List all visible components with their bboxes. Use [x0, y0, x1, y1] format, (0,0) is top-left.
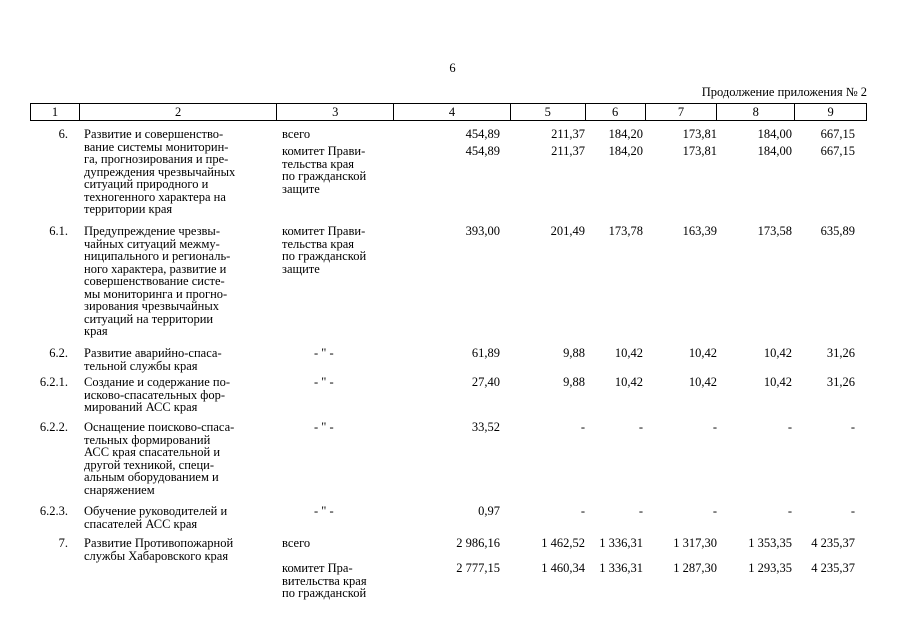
value-col-4: 393,00: [465, 224, 500, 238]
row-number: 6.2.: [49, 346, 68, 360]
header-col-9: 9: [794, 104, 866, 120]
value-col-9: 31,26: [826, 346, 855, 360]
value-col-4: 2 986,16: [456, 536, 500, 550]
value-col-8: 173,58: [757, 224, 792, 238]
value-col-7: 1 287,30: [673, 561, 717, 575]
value-col-6: -: [638, 420, 643, 434]
value-col-6: 184,20: [608, 144, 643, 158]
value-col-4: 454,89: [465, 144, 500, 158]
value-col-4: 0,97: [478, 504, 500, 518]
row-number: 6.: [58, 127, 68, 141]
value-col-6: 10,42: [614, 375, 643, 389]
value-col-9: 4 235,37: [811, 536, 855, 550]
row-title: Создание и содержание по- исково-спасательных фор- мирований АСС края: [84, 375, 231, 414]
value-col-7: 10,42: [688, 375, 717, 389]
table-row: [30, 537, 867, 607]
value-col-8: 10,42: [763, 375, 792, 389]
table-row: [30, 421, 867, 505]
value-col-5: 9,88: [563, 375, 585, 389]
header-col-8: 8: [716, 104, 794, 120]
value-col-5: 1 462,52: [541, 536, 585, 550]
header-col-3: 3: [276, 104, 393, 120]
value-col-7: 1 317,30: [673, 536, 717, 550]
continuation-label: Продолжение приложения № 2: [701, 85, 867, 99]
row-title: Предупреждение чрезвы- чайных ситуаций межму- ниципального и региональ- ного характера, развитие и совершенствование систе- мы мониторинга и прогно- зирования чрезвычайных ситуаций на территории края: [84, 224, 231, 338]
header-col-2: 2: [79, 104, 277, 120]
value-col-8: 1 353,35: [748, 536, 792, 550]
executor-cell: комитет Пра- вительства края по гражданской: [282, 561, 367, 600]
executor-ditto: - " -: [314, 504, 334, 518]
value-col-4: 2 777,15: [456, 561, 500, 575]
row-number: 6.2.2.: [39, 420, 68, 434]
executor-cell: всего: [282, 536, 311, 550]
value-col-6: 1 336,31: [599, 561, 643, 575]
value-col-9: 31,26: [826, 375, 855, 389]
value-col-6: 10,42: [614, 346, 643, 360]
value-col-7: 173,81: [682, 127, 717, 141]
value-col-5: 9,88: [563, 346, 585, 360]
header-col-7: 7: [645, 104, 717, 120]
row-title: Развитие аварийно-спаса- тельной службы края: [84, 346, 222, 373]
value-col-8: 184,00: [757, 144, 792, 158]
executor-ditto: - " -: [314, 346, 334, 360]
row-title: Развитие и совершенство- вание системы мониторин- га, прогнозирования и пре- дупреждения чрезвычайных ситуаций природного и техногенного характера на территории края: [84, 127, 236, 216]
value-col-7: -: [712, 504, 717, 518]
value-col-8: 1 293,35: [748, 561, 792, 575]
value-col-8: -: [787, 504, 792, 518]
executor-ditto: - " -: [314, 375, 334, 389]
value-col-8: 10,42: [763, 346, 792, 360]
row-number: 6.1.: [49, 224, 68, 238]
value-col-6: -: [638, 504, 643, 518]
table-row: [30, 347, 867, 376]
header-col-5: 5: [510, 104, 585, 120]
value-col-9: 635,89: [820, 224, 855, 238]
row-number: 6.2.1.: [39, 375, 68, 389]
executor-cell: комитет Прави- тельства края по гражданской защите: [282, 144, 367, 196]
header-col-1: 1: [51, 105, 59, 119]
value-col-8: -: [787, 420, 792, 434]
executor-cell: комитет Прави- тельства края по гражданской защите: [282, 224, 367, 276]
table-row: [30, 128, 867, 225]
value-col-5: 211,37: [551, 144, 585, 158]
row-title: Оснащение поисково-спаса- тельных формирований АСС края спасательной и другой техникой, специ- альным оборудованием и снаряжением: [84, 420, 235, 497]
table-row: [30, 376, 867, 421]
value-col-5: 211,37: [551, 127, 585, 141]
value-col-5: -: [580, 420, 585, 434]
value-col-7: 10,42: [688, 346, 717, 360]
value-col-9: -: [850, 420, 855, 434]
value-col-5: 1 460,34: [541, 561, 585, 575]
row-number: 7.: [58, 536, 68, 550]
value-col-4: 33,52: [471, 420, 500, 434]
value-col-9: 667,15: [820, 144, 855, 158]
header-col-4: 4: [393, 104, 510, 120]
value-col-5: 201,49: [550, 224, 585, 238]
executor-cell: всего: [282, 127, 311, 141]
value-col-7: -: [712, 420, 717, 434]
value-col-9: -: [850, 504, 855, 518]
value-col-6: 184,20: [608, 127, 643, 141]
value-col-4: 27,40: [471, 375, 500, 389]
value-col-9: 667,15: [820, 127, 855, 141]
table-body: [30, 128, 867, 607]
row-title: Развитие Противопожарной службы Хабаровского края: [84, 536, 234, 563]
value-col-9: 4 235,37: [811, 561, 855, 575]
table-row: [30, 225, 867, 347]
row-title: Обучение руководителей и спасателей АСС края: [84, 504, 228, 531]
value-col-6: 1 336,31: [599, 536, 643, 550]
value-col-5: -: [580, 504, 585, 518]
executor-ditto: - " -: [314, 420, 334, 434]
row-number: 6.2.3.: [39, 504, 68, 518]
header-col-6: 6: [585, 104, 645, 120]
table-row: [30, 505, 867, 537]
value-col-8: 184,00: [757, 127, 792, 141]
table-header-row: [30, 103, 867, 121]
value-col-7: 163,39: [682, 224, 717, 238]
value-col-4: 61,89: [471, 346, 500, 360]
value-col-7: 173,81: [682, 144, 717, 158]
page-number: 6: [449, 61, 456, 75]
value-col-6: 173,78: [608, 224, 643, 238]
value-col-4: 454,89: [465, 127, 500, 141]
